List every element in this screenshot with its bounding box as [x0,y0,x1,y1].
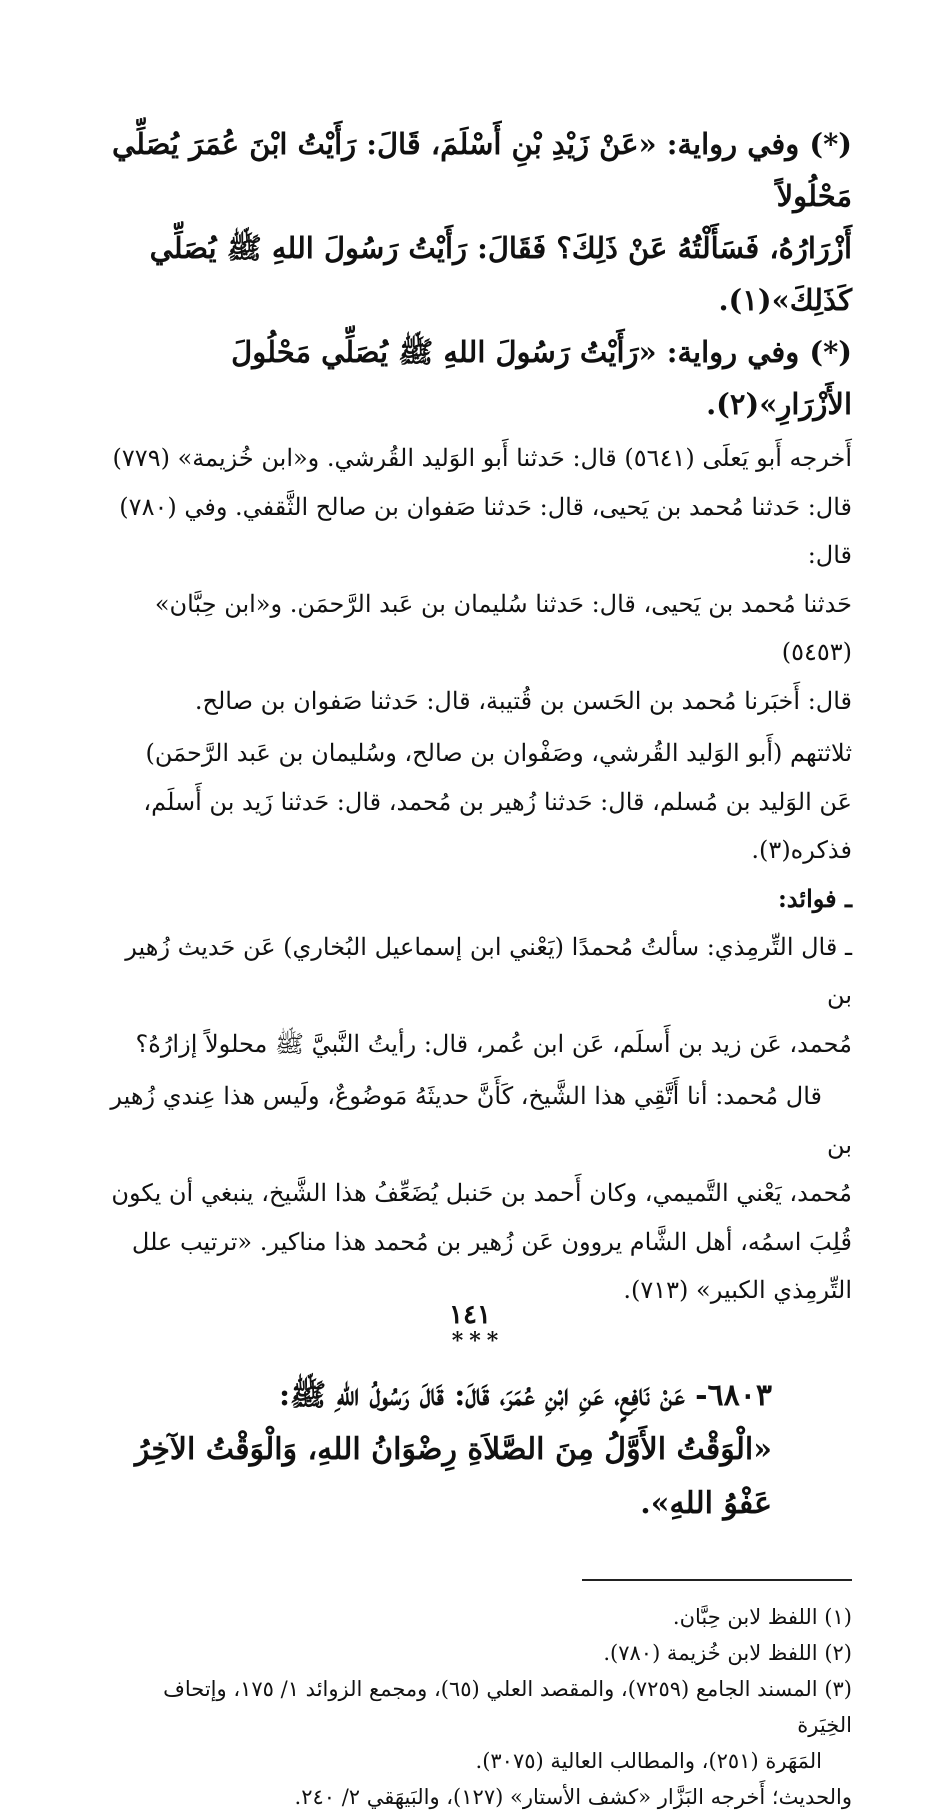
takhrij-paragraph [104,434,852,725]
chain-line-1: ثلاثتهم (أَبو الوَليد القُرشي، وصَفْوان بن صالح، وسُليمان بن عَبد الرَّحمَن) [145,739,852,767]
page-number: ١٤١ [449,1300,491,1330]
bukhari-line-4: التِّرمِذي الكبير» (٧١٣). [623,1276,852,1304]
bukhari-line-1: قال مُحمد: أنا أَتَّقِي هذا الشَّيخ، كَأَنَّ حديثَهُ مَوضُوعٌ، ولَيس هذا عِندي زُهير بن [110,1082,852,1159]
narration-1-line-1: (*) وفي رواية: «عَنْ زَيْدِ بْنِ أَسْلَمَ، قَالَ: رَأَيْتُ ابْنَ عُمَرَ يُصَلِّي مَحْلُولاً [111,127,852,213]
narration-2 [104,326,852,430]
hadith-line-1: ٦٨٠٣- عَنْ نَافِعٍ، عَنِ ابْنِ عُمَرَ، قَالَ: قَالَ رَسُولُ اللهِ ﷺ: [278,1377,772,1413]
tirmidhi-line-1: ـ قال التِّرمِذي: سألتُ مُحمدًا (يَعْني ابن إسماعيل البُخاري) عَن حَديث زُهير بن [125,932,852,1009]
tirmidhi-paragraph [104,923,852,1069]
footnote-1: (١) اللفظ لابن حِبَّان. [672,1604,852,1629]
footnote-3-line-3: والحديث؛ أَخرجه البَزَّار «كشف الأستار» (١٢٧)، والبَيهَقي ٢/ ٢٤٠. [294,1784,852,1809]
chain-line-2: عَن الوَليد بن مُسلم، قال: حَدثنا زُهير بن مُحمد، قال: حَدثنا زَيد بن أَسلَم، فذكره(٣). [143,787,852,864]
bukhari-line-2: مُحمد، يَعْني التَّميمي، وكان أَحمد بن حَنبل يُضَعِّفُ هذا الشَّيخ، ينبغي أن يكون [111,1179,852,1207]
benefits-heading: ـ فوائد: [777,883,852,913]
footnotes [104,1599,852,1815]
takhrij-line-4: قال: أَخبَرنا مُحمد بن الحَسن بن قُتيبة، قال: حَدثنا صَفوان بن صالح. [194,686,852,715]
takhrij-line-3: حَدثنا مُحمد بن يَحيى، قال: حَدثنا سُليمان بن عَبد الرَّحمَن. و«ابن حِبَّان» (٥٤٥٣) [154,589,852,666]
footnote-2: (٢) اللفظ لابن خُزيمة (٧٨٠). [603,1640,852,1665]
footnote-divider [582,1579,852,1581]
narration-1-line-2: أَزْرَارُهُ، فَسَأَلْتُهُ عَنْ ذَلِكَ؟ فَقَالَ: رَأَيْتُ رَسُولَ اللهِ ﷺ يُصَلِّي كَذَلِكَ»(١). [149,231,852,317]
narration-1 [104,118,852,326]
tirmidhi-line-2: مُحمد، عَن زيد بن أَسلَم، عَن ابن عُمر، قال: رأيتُ النَّبيَّ ﷺ محلولاً إزارُهُ؟ [135,1029,852,1058]
takhrij-line-1: أَخرجه أَبو يَعلَى (٥٦٤١) قال: حَدثنا أَبو الوَليد القُرشي. و«ابن خُزيمة» (٧٧٩) [112,444,852,472]
chain-paragraph [104,729,852,875]
takhrij-line-2: قال: حَدثنا مُحمد بن يَحيى، قال: حَدثنا صَفوان بن صالح الثَّقفي. وفي (٧٨٠) قال: [119,492,852,569]
footnote-3-line-2: المَهَرة (٢٥١)، والمطالب العالية (٣٠٧٥). [475,1748,822,1773]
bukhari-line-3: قُلِبَ اسمُه، أهل الشَّام يروون عَن زُهير بن مُحمد هذا مناكير. «ترتيب علل [131,1227,852,1256]
hadith-6803 [104,1369,852,1531]
footnote-3-line-1: (٣) المسند الجامع (٧٢٥٩)، والمقصد العلي (٦٥)، ومجمع الزوائد ١/ ١٧٥، وإتحاف الخِيَرة [163,1676,852,1737]
section-separator: *** [451,1327,505,1354]
hadith-line-2: «الْوَقْتُ الأَوَّلُ مِنَ الصَّلاَةِ رِضْوَانُ اللهِ، وَالْوَقْتُ الآخِرُ عَفْوُ اللهِ». [134,1431,772,1521]
narration-2-line: (*) وفي رواية: «رَأَيْتُ رَسُولَ اللهِ ﷺ يُصَلِّي مَحْلُولَ الأَزْرَارِ»(٢). [231,335,852,421]
bukhari-paragraph [104,1072,852,1315]
